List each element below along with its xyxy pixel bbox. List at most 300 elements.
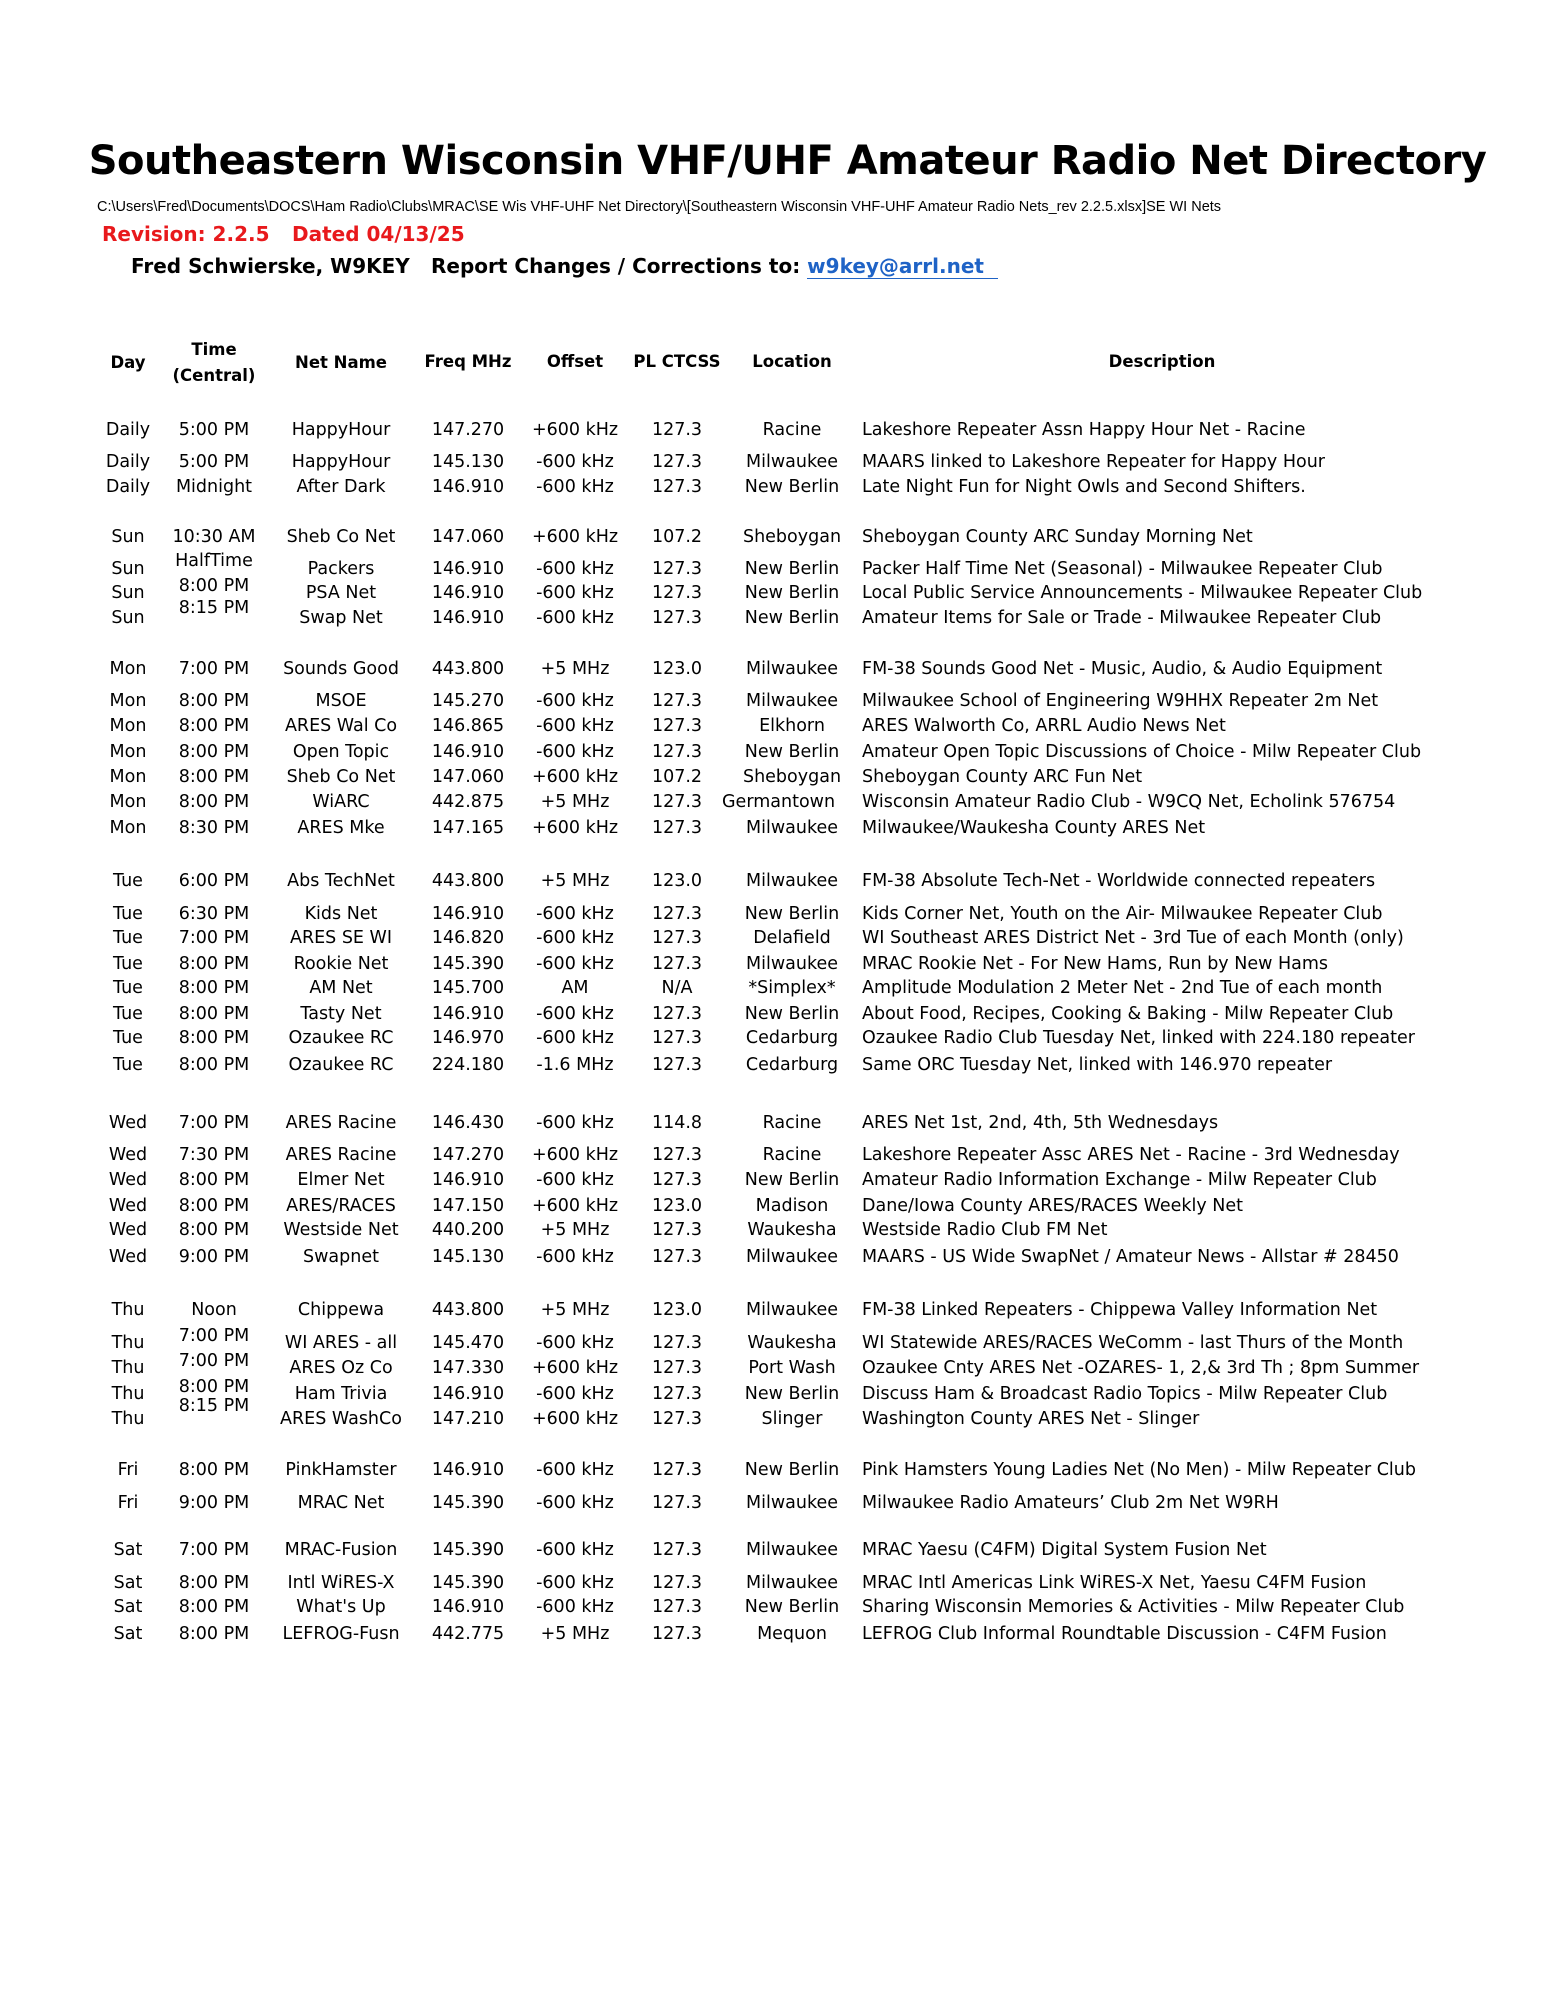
cell-offset: -600 kHz (536, 452, 614, 472)
cell-pl: 127.3 (651, 1004, 703, 1024)
cell-net: Sheb Co Net (286, 527, 396, 547)
cell-day: Mon (109, 767, 147, 787)
cell-location: Milwaukee (746, 1300, 838, 1320)
cell-description: Late Night Fun for Night Owls and Second Shifters. (862, 477, 1306, 497)
cell-description: Lakeshore Repeater Assc ARES Net - Racine - 3rd Wednesday (862, 1145, 1400, 1165)
cell-freq: 147.150 (431, 1196, 505, 1216)
table-row (0, 1026, 1545, 1050)
page-title: Southeastern Wisconsin VHF/UHF Amateur Radio Net Directory (88, 138, 1487, 184)
cell-offset: +5 MHz (540, 659, 610, 679)
cell-net: HappyHour (291, 420, 391, 440)
cell-net: ARES WashCo (280, 1409, 402, 1429)
cell-pl: 127.3 (651, 1624, 703, 1644)
cell-location: New Berlin (744, 1597, 840, 1617)
cell-time: 8:15 PM (178, 598, 250, 618)
cell-location: Racine (762, 420, 822, 440)
cell-freq: 145.390 (431, 954, 505, 974)
cell-pl: 107.2 (651, 767, 703, 787)
cell-day: Daily (105, 420, 151, 440)
cell-description: MRAC Intl Americas Link WiRES-X Net, Yaesu C4FM Fusion (862, 1573, 1367, 1593)
cell-day: Tue (113, 1055, 143, 1075)
cell-day: Wed (108, 1113, 148, 1133)
cell-freq: 146.910 (431, 742, 505, 762)
cell-time: 8:00 PM (178, 1170, 250, 1190)
cell-offset: -600 kHz (536, 1573, 614, 1593)
cell-offset: -600 kHz (536, 691, 614, 711)
header-time-zone: (Central) (172, 366, 256, 385)
cell-day: Daily (105, 477, 151, 497)
cell-location: Germantown (722, 792, 836, 812)
cell-description: MAARS - US Wide SwapNet / Amateur News - Allstar # 28450 (862, 1247, 1399, 1267)
cell-time: 6:00 PM (178, 871, 250, 891)
header-pl: PL CTCSS (633, 352, 721, 371)
cell-freq: 145.700 (431, 978, 505, 998)
cell-day: Thu (111, 1358, 145, 1378)
cell-net: LEFROG-Fusn (282, 1624, 400, 1644)
cell-net: Elmer Net (297, 1170, 385, 1190)
cell-day: Wed (108, 1170, 148, 1190)
cell-description: Sharing Wisconsin Memories & Activities - Milw Repeater Club (862, 1597, 1405, 1617)
cell-pl: 127.3 (651, 477, 703, 497)
cell-net: Ozaukee RC (288, 1028, 394, 1048)
cell-offset: +5 MHz (540, 1300, 610, 1320)
cell-net: What's Up (296, 1597, 386, 1617)
header-time-label: Time (191, 340, 237, 359)
table-row (0, 1111, 1545, 1135)
cell-freq: 147.330 (431, 1358, 505, 1378)
cell-offset: -600 kHz (536, 1460, 614, 1480)
cell-pl: 127.3 (651, 792, 703, 812)
cell-offset: -600 kHz (536, 477, 614, 497)
cell-day: Tue (113, 1028, 143, 1048)
cell-description: Washington County ARES Net - Slinger (862, 1409, 1200, 1429)
cell-freq: 443.800 (431, 1300, 505, 1320)
cell-pl: 127.3 (651, 1028, 703, 1048)
cell-offset: -600 kHz (536, 608, 614, 628)
cell-pl: 127.3 (651, 1460, 703, 1480)
cell-location: Milwaukee (746, 954, 838, 974)
cell-time: 8:15 PM (178, 1396, 250, 1416)
table-row (0, 1002, 1545, 1026)
cell-pl: 127.3 (651, 1170, 703, 1190)
cell-location: New Berlin (744, 608, 840, 628)
table-row (0, 1298, 1545, 1322)
cell-offset: -600 kHz (536, 1540, 614, 1560)
cell-freq: 145.130 (431, 452, 505, 472)
table-row (0, 765, 1545, 789)
cell-time: 8:00 PM (178, 1597, 250, 1617)
cell-pl: 123.0 (651, 1196, 703, 1216)
cell-freq: 145.270 (431, 691, 505, 711)
cell-freq: 442.775 (431, 1624, 505, 1644)
cell-day: Daily (105, 452, 151, 472)
cell-pl: N/A (661, 978, 693, 998)
cell-net: HappyHour (291, 452, 391, 472)
cell-day: Thu (111, 1409, 145, 1429)
cell-time: Midnight (175, 477, 253, 497)
cell-pl: 127.3 (651, 1573, 703, 1593)
cell-offset: -600 kHz (536, 1493, 614, 1513)
cell-net: AM Net (309, 978, 373, 998)
cell-offset: +600 kHz (531, 1358, 619, 1378)
cell-offset: +600 kHz (531, 420, 619, 440)
cell-pl: 107.2 (651, 527, 703, 547)
cell-description: LEFROG Club Informal Roundtable Discussion - C4FM Fusion (862, 1624, 1387, 1644)
cell-location: Waukesha (747, 1220, 837, 1240)
cell-net: ARES Racine (285, 1145, 397, 1165)
cell-offset: -600 kHz (536, 1597, 614, 1617)
cell-freq: 147.270 (431, 420, 505, 440)
cell-freq: 146.910 (431, 1384, 505, 1404)
cell-description: Milwaukee/Waukesha County ARES Net (862, 818, 1206, 838)
cell-pl: 123.0 (651, 871, 703, 891)
cell-time: 5:00 PM (178, 420, 250, 440)
cell-location: Racine (762, 1145, 822, 1165)
cell-day: Thu (111, 1333, 145, 1353)
cell-pl: 127.3 (651, 1409, 703, 1429)
cell-description: ARES Walworth Co, ARRL Audio News Net (862, 716, 1226, 736)
cell-day: Fri (117, 1460, 139, 1480)
cell-offset: +5 MHz (540, 1220, 610, 1240)
cell-net: Ozaukee RC (288, 1055, 394, 1075)
cell-location: New Berlin (744, 1460, 840, 1480)
cell-time: 8:00 PM (178, 1624, 250, 1644)
table-row (0, 976, 1545, 1000)
cell-freq: 146.910 (431, 904, 505, 924)
cell-freq: 443.800 (431, 871, 505, 891)
cell-location: Milwaukee (746, 691, 838, 711)
cell-pl: 127.3 (651, 742, 703, 762)
cell-day: Tue (113, 871, 143, 891)
revision-number: Revision: 2.2.5 (102, 222, 270, 246)
cell-net: ARES Racine (285, 1113, 397, 1133)
cell-day: Mon (109, 792, 147, 812)
header-net-name: Net Name (295, 353, 387, 372)
cell-pl: 127.3 (651, 1597, 703, 1617)
table-row (0, 525, 1545, 549)
cell-pl: 127.3 (651, 559, 703, 579)
cell-day: Sun (111, 527, 145, 547)
cell-freq: 440.200 (431, 1220, 505, 1240)
cell-pl: 127.3 (651, 1055, 703, 1075)
cell-offset: +5 MHz (540, 1624, 610, 1644)
cell-offset: -600 kHz (536, 954, 614, 974)
cell-offset: -600 kHz (536, 1333, 614, 1353)
cell-description: Westside Radio Club FM Net (862, 1220, 1108, 1240)
cell-freq: 146.430 (431, 1113, 505, 1133)
cell-day: Wed (108, 1196, 148, 1216)
cell-freq: 145.390 (431, 1493, 505, 1513)
cell-net: Chippewa (297, 1300, 385, 1320)
cell-day: Fri (117, 1493, 139, 1513)
cell-time: 8:00 PM (178, 978, 250, 998)
cell-net: ARES Mke (297, 818, 385, 838)
cell-offset: +600 kHz (531, 818, 619, 838)
cell-description: Wisconsin Amateur Radio Club - W9CQ Net, Echolink 576754 (862, 792, 1396, 812)
cell-description: WI Statewide ARES/RACES WeComm - last Thurs of the Month (862, 1333, 1404, 1353)
cell-location: New Berlin (744, 1004, 840, 1024)
cell-day: Sat (113, 1597, 143, 1617)
cell-description: MRAC Yaesu (C4FM) Digital System Fusion Net (862, 1540, 1267, 1560)
table-row (0, 1168, 1545, 1192)
cell-time: 8:00 PM (178, 1055, 250, 1075)
cell-day: Sat (113, 1624, 143, 1644)
cell-day: Tue (113, 904, 143, 924)
cell-offset: +5 MHz (540, 792, 610, 812)
cell-pl: 127.3 (651, 1247, 703, 1267)
cell-description: Lakeshore Repeater Assn Happy Hour Net - Racine (862, 420, 1306, 440)
cell-freq: 145.390 (431, 1573, 505, 1593)
cell-pl: 127.3 (651, 452, 703, 472)
cell-description: Kids Corner Net, Youth on the Air- Milwaukee Repeater Club (862, 904, 1383, 924)
table-row (0, 418, 1545, 442)
cell-pl: 127.3 (651, 1145, 703, 1165)
cell-description: Amateur Open Topic Discussions of Choice - Milw Repeater Club (862, 742, 1422, 762)
cell-time: 9:00 PM (178, 1493, 250, 1513)
table-row (0, 902, 1545, 926)
cell-net: Packers (307, 559, 375, 579)
cell-offset: -600 kHz (536, 583, 614, 603)
cell-net: Tasty Net (300, 1004, 382, 1024)
table-row (0, 1053, 1545, 1077)
cell-location: Cedarburg (745, 1055, 839, 1075)
cell-time: 7:00 PM (178, 1540, 250, 1560)
cell-time: 8:00 PM (178, 1377, 250, 1397)
cell-day: Mon (109, 818, 147, 838)
cell-pl: 127.3 (651, 1540, 703, 1560)
cell-location: Delafield (753, 928, 831, 948)
cell-description: Amateur Radio Information Exchange - Milw Repeater Club (862, 1170, 1377, 1190)
cell-location: Milwaukee (746, 1573, 838, 1593)
cell-description: Milwaukee School of Engineering W9HHX Repeater 2m Net (862, 691, 1379, 711)
cell-offset: -600 kHz (536, 559, 614, 579)
cell-freq: 146.820 (431, 928, 505, 948)
cell-description: Sheboygan County ARC Sunday Morning Net (862, 527, 1253, 547)
table-row (0, 1458, 1545, 1482)
table-row (0, 869, 1545, 893)
cell-freq: 146.910 (431, 1460, 505, 1480)
cell-day: Wed (108, 1145, 148, 1165)
cell-time: 7:30 PM (178, 1145, 250, 1165)
cell-description: ARES Net 1st, 2nd, 4th, 5th Wednesdays (862, 1113, 1219, 1133)
cell-time: 8:00 PM (178, 767, 250, 787)
cell-freq: 145.390 (431, 1540, 505, 1560)
cell-offset: +600 kHz (531, 1196, 619, 1216)
cell-location: New Berlin (744, 583, 840, 603)
cell-freq: 147.210 (431, 1409, 505, 1429)
cell-description: Ozaukee Radio Club Tuesday Net, linked with 224.180 repeater (862, 1028, 1415, 1048)
cell-time: 7:00 PM (178, 1351, 250, 1371)
cell-location: New Berlin (744, 477, 840, 497)
cell-location: New Berlin (744, 1384, 840, 1404)
cell-description: Dane/Iowa County ARES/RACES Weekly Net (862, 1196, 1244, 1216)
cell-time: HalfTime (175, 551, 253, 571)
table-row (0, 1491, 1545, 1515)
cell-net: Sounds Good (283, 659, 399, 679)
table-row (0, 1622, 1545, 1646)
cell-time: 8:00 PM (178, 742, 250, 762)
cell-net: Sheb Co Net (286, 767, 396, 787)
cell-day: Sat (113, 1540, 143, 1560)
cell-net: Kids Net (304, 904, 378, 924)
cell-location: Milwaukee (746, 1540, 838, 1560)
cell-location: New Berlin (744, 1170, 840, 1190)
cell-day: Mon (109, 659, 147, 679)
cell-net: ARES/RACES (286, 1196, 396, 1216)
author: Fred Schwierske, W9KEY (131, 254, 410, 278)
cell-description: FM-38 Absolute Tech-Net - Worldwide connected repeaters (862, 871, 1376, 891)
header-freq: Freq MHz (424, 352, 512, 371)
cell-net: After Dark (296, 477, 386, 497)
cell-location: New Berlin (744, 904, 840, 924)
cell-day: Sun (111, 608, 145, 628)
cell-offset: -600 kHz (536, 716, 614, 736)
cell-time: 8:30 PM (178, 818, 250, 838)
cell-day: Thu (111, 1300, 145, 1320)
cell-pl: 127.3 (651, 1333, 703, 1353)
cell-time: 8:00 PM (178, 1573, 250, 1593)
file-path: C:\Users\Fred\Documents\DOCS\Ham Radio\Clubs\MRAC\SE Wis VHF-UHF Net Directory\[Southeastern Wisconsin VHF-UHF Amateur Radio Nets_rev 2.2.5.xlsx]SE WI Nets (97, 199, 1222, 215)
cell-location: Milwaukee (746, 871, 838, 891)
cell-time: 7:00 PM (178, 928, 250, 948)
cell-time: 8:00 PM (178, 1460, 250, 1480)
cell-time: 10:30 AM (172, 527, 256, 547)
cell-description: Sheboygan County ARC Fun Net (862, 767, 1143, 787)
cell-net: MRAC-Fusion (284, 1540, 398, 1560)
cell-description: Packer Half Time Net (Seasonal) - Milwaukee Repeater Club (862, 559, 1383, 579)
cell-pl: 127.3 (651, 1493, 703, 1513)
revision-line (102, 222, 465, 246)
table-row (0, 1396, 1545, 1431)
table-row (0, 1538, 1545, 1562)
cell-location: Mequon (757, 1624, 827, 1644)
cell-day: Sun (111, 583, 145, 603)
cell-pl: 127.3 (651, 1358, 703, 1378)
cell-pl: 127.3 (651, 420, 703, 440)
cell-freq: 443.800 (431, 659, 505, 679)
table-row (0, 1245, 1545, 1269)
cell-offset: -600 kHz (536, 742, 614, 762)
cell-description: Same ORC Tuesday Net, linked with 146.970 repeater (862, 1055, 1333, 1075)
cell-freq: 147.060 (431, 527, 505, 547)
cell-freq: 146.910 (431, 559, 505, 579)
cell-time: 8:00 PM (178, 954, 250, 974)
cell-offset: +600 kHz (531, 767, 619, 787)
cell-pl: 127.3 (651, 691, 703, 711)
cell-location: Milwaukee (746, 1493, 838, 1513)
cell-offset: -1.6 MHz (536, 1055, 614, 1075)
header-description: Description (1108, 352, 1216, 371)
revision-date: Dated 04/13/25 (292, 222, 465, 246)
cell-time: 9:00 PM (178, 1247, 250, 1267)
header-offset: Offset (546, 352, 604, 371)
cell-day: Wed (108, 1220, 148, 1240)
cell-time: Noon (191, 1300, 237, 1320)
cell-location: Cedarburg (745, 1028, 839, 1048)
cell-net: ARES SE WI (289, 928, 393, 948)
cell-location: Racine (762, 1113, 822, 1133)
cell-net: Swapnet (303, 1247, 379, 1267)
cell-time: 8:00 PM (178, 576, 250, 596)
cell-net: WiARC (312, 792, 370, 812)
table-row (0, 1571, 1545, 1595)
cell-offset: -600 kHz (536, 1004, 614, 1024)
cell-location: Sheboygan (742, 527, 842, 547)
cell-time: 8:00 PM (178, 1004, 250, 1024)
cell-description: Milwaukee Radio Amateurs’ Club 2m Net W9RH (862, 1493, 1279, 1513)
email-link[interactable]: w9key@arrl.net (807, 254, 998, 279)
cell-time: 7:00 PM (178, 1113, 250, 1133)
cell-description: About Food, Recipes, Cooking & Baking - Milw Repeater Club (862, 1004, 1394, 1024)
cell-freq: 146.910 (431, 1597, 505, 1617)
cell-day: Mon (109, 742, 147, 762)
cell-description: WI Southeast ARES District Net - 3rd Tue of each Month (only) (862, 928, 1404, 948)
cell-offset: +600 kHz (531, 527, 619, 547)
cell-location: Milwaukee (746, 818, 838, 838)
cell-freq: 146.910 (431, 583, 505, 603)
cell-net: Westside Net (283, 1220, 399, 1240)
table-row (0, 740, 1545, 764)
cell-freq: 146.910 (431, 608, 505, 628)
header-day: Day (110, 353, 146, 372)
table-row (0, 952, 1545, 976)
cell-offset: AM (561, 978, 589, 998)
cell-net: PinkHamster (285, 1460, 397, 1480)
cell-freq: 442.875 (431, 792, 505, 812)
cell-freq: 147.165 (431, 818, 505, 838)
cell-time: 8:00 PM (178, 1028, 250, 1048)
cell-net: ARES Oz Co (289, 1358, 393, 1378)
cell-freq: 147.270 (431, 1145, 505, 1165)
cell-description: Ozaukee Cnty ARES Net -OZARES- 1, 2,& 3rd Th ; 8pm Summer (862, 1358, 1420, 1378)
cell-location: Elkhorn (759, 716, 825, 736)
table-row (0, 816, 1545, 840)
cell-day: Thu (111, 1384, 145, 1404)
header-location: Location (752, 352, 832, 371)
cell-pl: 127.3 (651, 928, 703, 948)
cell-freq: 145.470 (431, 1333, 505, 1353)
table-row (0, 689, 1545, 713)
cell-pl: 127.3 (651, 583, 703, 603)
table-row (0, 475, 1545, 499)
cell-freq: 146.910 (431, 1004, 505, 1024)
cell-offset: +600 kHz (531, 1145, 619, 1165)
cell-day: Mon (109, 691, 147, 711)
cell-location: Slinger (761, 1409, 823, 1429)
cell-freq: 145.130 (431, 1247, 505, 1267)
report-label: Report Changes / Corrections to: (431, 254, 801, 278)
cell-day: Tue (113, 978, 143, 998)
cell-net: Open Topic (292, 742, 390, 762)
cell-net: Abs TechNet (287, 871, 395, 891)
cell-pl: 114.8 (651, 1113, 703, 1133)
cell-description: Pink Hamsters Young Ladies Net (No Men) - Milw Repeater Club (862, 1460, 1416, 1480)
cell-pl: 127.3 (651, 1220, 703, 1240)
cell-location: *Simplex* (748, 978, 836, 998)
cell-net: Ham Trivia (294, 1384, 388, 1404)
cell-location: Madison (755, 1196, 829, 1216)
cell-pl: 127.3 (651, 716, 703, 736)
cell-time: 8:00 PM (178, 1220, 250, 1240)
cell-net: Rookie Net (293, 954, 389, 974)
cell-pl: 123.0 (651, 1300, 703, 1320)
cell-pl: 123.0 (651, 659, 703, 679)
table-row (0, 714, 1545, 738)
cell-location: Milwaukee (746, 1247, 838, 1267)
cell-net: PSA Net (305, 583, 377, 603)
cell-description: Discuss Ham & Broadcast Radio Topics - Milw Repeater Club (862, 1384, 1388, 1404)
cell-time: 5:00 PM (178, 452, 250, 472)
